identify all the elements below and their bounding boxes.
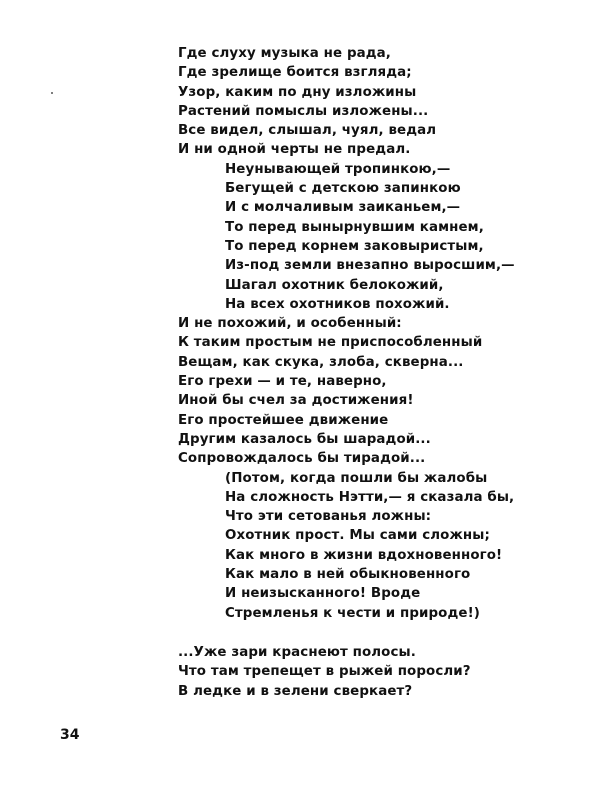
poem-line-indented: Охотник прост. Мы сами сложны; (225, 528, 490, 544)
poem-text (178, 44, 578, 701)
poem-line-indented: Из-под земли внезапно выросшим,— (225, 258, 515, 274)
poem-line: И не похожий, и особенный: (178, 316, 402, 332)
poem-line-indented: (Потом, когда пошли бы жалобы (225, 470, 488, 486)
poem-line: ...Уже зари краснеют полосы. (178, 644, 416, 660)
poem-line-indented: Стремленья к чести и природе!) (225, 605, 481, 621)
poem-line: Иной бы счел за достижения! (178, 393, 414, 409)
poem-line: Его простейшее движение (178, 412, 389, 428)
poem-line: Растений помыслы изложены... (178, 103, 429, 119)
poem-line: Где зрелище боится взгляда; (178, 65, 412, 81)
poem-line: Где слуху музыка не рада, (178, 46, 391, 61)
poem-line-indented: Неунывающей тропинкою,— (225, 161, 451, 177)
poem-line-indented: Шагал охотник белокожий, (225, 277, 444, 293)
scan-speck (51, 92, 53, 94)
poem-line-indented: Бегущей с детскою запинкою (225, 181, 461, 197)
poem-line-indented: Что эти сетованья ложны: (225, 509, 432, 525)
page-number: 34 (60, 727, 80, 743)
poem-line-indented: То перед вынырнувшим камнем, (225, 219, 484, 235)
poem-line: Другим казалось бы шарадой... (178, 431, 431, 447)
poem-line-indented: И с молчаливым заиканьем,— (225, 200, 461, 216)
poem-line: И ни одной черты не предал. (178, 142, 411, 158)
poem-line: Сопровождалось бы тирадой... (178, 451, 426, 467)
stanza-gap (178, 623, 578, 643)
poem-line: Что там трепещет в рыжей поросли? (178, 664, 471, 680)
poem-line: В ледке и в зелени сверкает? (178, 683, 413, 699)
poem-line-indented: Как мало в ней обыкновенного (225, 567, 471, 583)
poem-line-indented: На сложность Нэтти,— я сказала бы, (225, 489, 515, 505)
poem-line-indented: Как много в жизни вдохновенного! (225, 547, 503, 563)
poem-line: Все видел, слышал, чуял, ведал (178, 123, 437, 139)
poem-line: К таким простым не приспособленный (178, 335, 483, 351)
poem-line: Узор, каким по дну изложины (178, 84, 417, 100)
poem-line-indented: И неизысканного! Вроде (225, 586, 421, 602)
poem-line-indented: То перед корнем заковыристым, (225, 238, 484, 254)
poem-line-indented: На всех охотников похожий. (225, 296, 450, 312)
poem-line: Его грехи — и те, наверно, (178, 374, 387, 390)
poem-line: Вещам, как скука, злоба, скверна... (178, 354, 464, 370)
